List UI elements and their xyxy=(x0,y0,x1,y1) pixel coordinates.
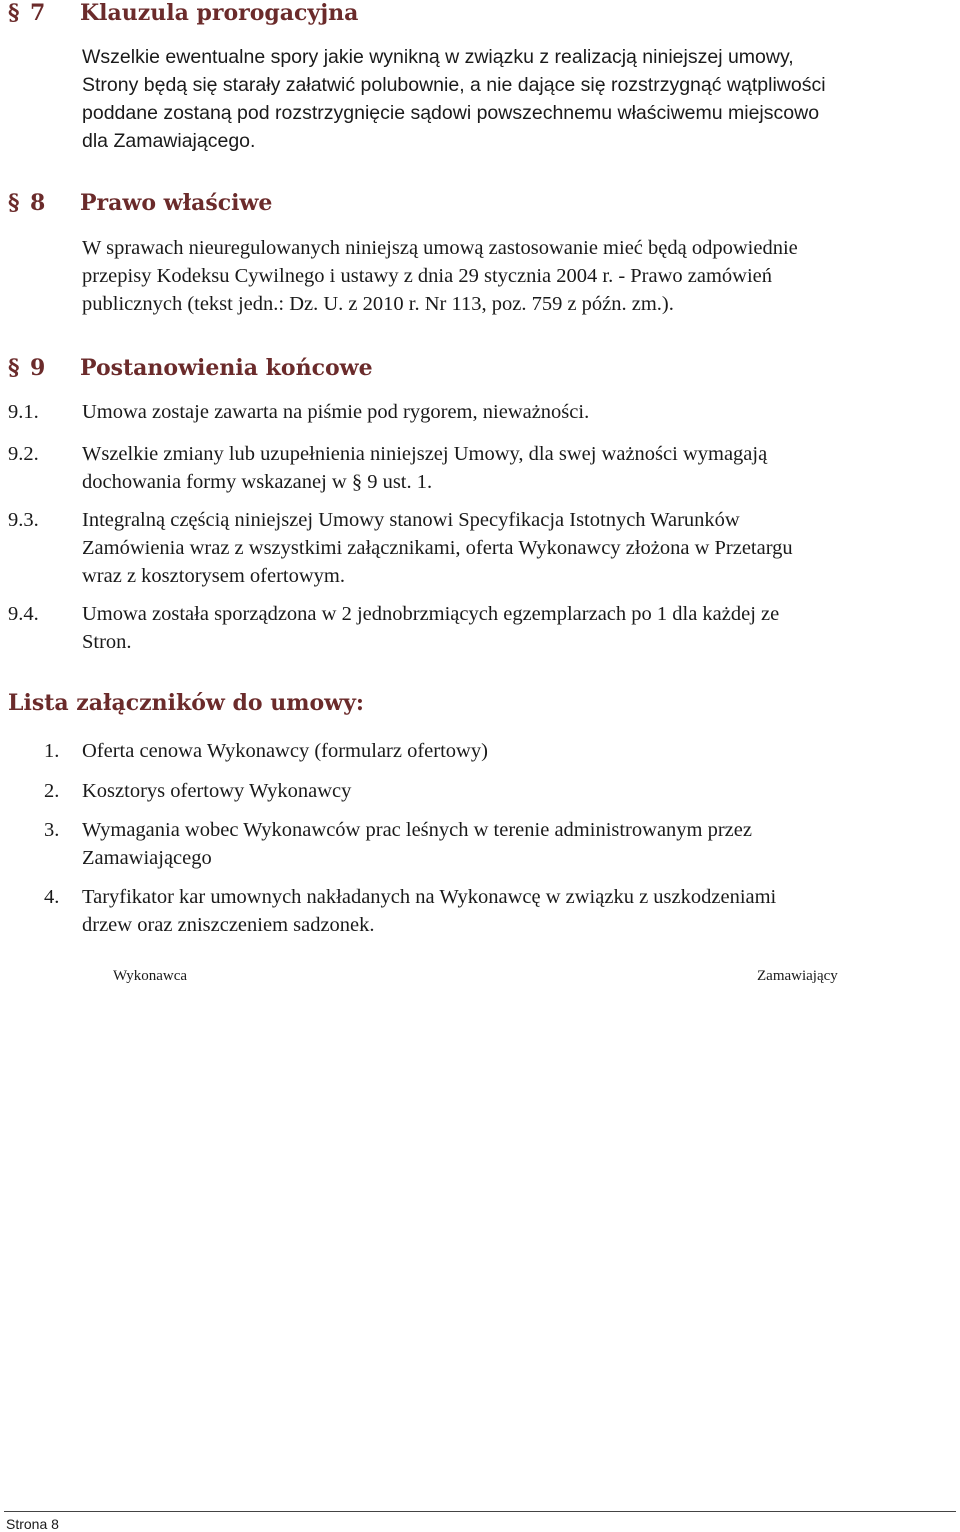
section-7-heading xyxy=(8,0,358,26)
attachment-line: Wymagania wobec Wykonawców prac leśnych w terenie administrowanym przez xyxy=(82,819,752,841)
attachment-number: 3. xyxy=(44,819,60,841)
clause-line: Wszelkie zmiany lub uzupełnienia niniejszej Umowy, dla swej ważności wymagają xyxy=(82,443,768,465)
clause-line: dochowania formy wskazanej w § 9 ust. 1. xyxy=(82,471,433,493)
attachment-number: 4. xyxy=(44,886,60,908)
section-8-heading xyxy=(8,190,272,216)
clause-line: Zamówienia wraz z wszystkimi załącznikami, oferta Wykonawcy złożona w Przetargu xyxy=(82,537,793,559)
section-title: Klauzula prorogacyjna xyxy=(80,0,359,26)
paragraph-line: Wszelkie ewentualne spory jakie wynikną w związku z realizacją niniejszej umowy, xyxy=(82,46,794,68)
clause-line: Umowa została sporządzona w 2 jednobrzmiących egzemplarzach po 1 dla każdej ze xyxy=(82,603,780,625)
clause-line: wraz z kosztorysem ofertowym. xyxy=(82,565,345,587)
attachment-line: Zamawiającego xyxy=(82,847,212,869)
signature-contractor: Wykonawca xyxy=(113,968,188,984)
page-number: Strona 8 xyxy=(6,1516,59,1532)
attachment-number: 1. xyxy=(44,740,60,762)
clause-text xyxy=(82,506,950,590)
section-number: 7 xyxy=(30,0,46,26)
section-number: 8 xyxy=(30,190,46,216)
attachment-item xyxy=(82,816,950,872)
attachment-item xyxy=(82,777,950,805)
section-title: Prawo właściwe xyxy=(80,190,273,216)
attachments-title: Lista załączników do umowy: xyxy=(8,690,365,716)
clause-number: 9.1. xyxy=(8,401,39,423)
section-number: 9 xyxy=(30,355,46,381)
paragraph-line: przepisy Kodeksu Cywilnego i ustawy z dnia 29 stycznia 2004 r. - Prawo zamówień xyxy=(82,265,773,287)
attachment-line: Kosztorys ofertowy Wykonawcy xyxy=(82,780,352,802)
clause-text xyxy=(82,398,950,426)
paragraph-line: poddane zostaną pod rozstrzygnięcie sądowi powszechnemu właściwemu miejscowo xyxy=(82,102,820,124)
clause-number: 9.2. xyxy=(8,443,39,465)
paragraph-line: publicznych (tekst jedn.: Dz. U. z 2010 r. Nr 113, poz. 759 z późn. zm.). xyxy=(82,293,674,315)
attachment-line: Oferta cenowa Wykonawcy (formularz ofertowy) xyxy=(82,740,488,762)
paragraph-line: dla Zamawiającego. xyxy=(82,130,256,152)
section-7-paragraph xyxy=(82,43,950,155)
paragraph-line: W sprawach nieuregulowanych niniejszą umową zastosowanie mieć będą odpowiednie xyxy=(82,237,798,259)
attachment-number: 2. xyxy=(44,780,60,802)
section-sign: § xyxy=(8,190,20,216)
clause-number: 9.3. xyxy=(8,509,39,531)
clause-line: Stron. xyxy=(82,631,132,653)
section-sign: § xyxy=(8,0,20,26)
section-sign: § xyxy=(8,355,20,381)
paragraph-line: Strony będą się starały załatwić polubownie, a nie dające się rozstrzygnąć wątpliwości xyxy=(82,74,826,96)
section-8-paragraph xyxy=(82,234,950,318)
signature-client: Zamawiający xyxy=(757,968,838,984)
attachment-item xyxy=(82,883,950,939)
clause-text xyxy=(82,440,950,496)
clause-line: Integralną częścią niniejszej Umowy stanowi Specyfikacja Istotnych Warunków xyxy=(82,509,740,531)
attachment-item xyxy=(82,737,950,765)
footer-divider xyxy=(4,1511,956,1512)
section-title: Postanowienia końcowe xyxy=(80,355,373,381)
attachment-line: Taryfikator kar umownych nakładanych na Wykonawcę w związku z uszkodzeniami xyxy=(82,886,777,908)
section-9-heading xyxy=(8,355,373,381)
clause-line: Umowa zostaje zawarta na piśmie pod rygorem, nieważności. xyxy=(82,401,590,423)
clause-number: 9.4. xyxy=(8,603,39,625)
clause-text xyxy=(82,600,950,656)
attachment-line: drzew oraz zniszczeniem sadzonek. xyxy=(82,914,375,936)
